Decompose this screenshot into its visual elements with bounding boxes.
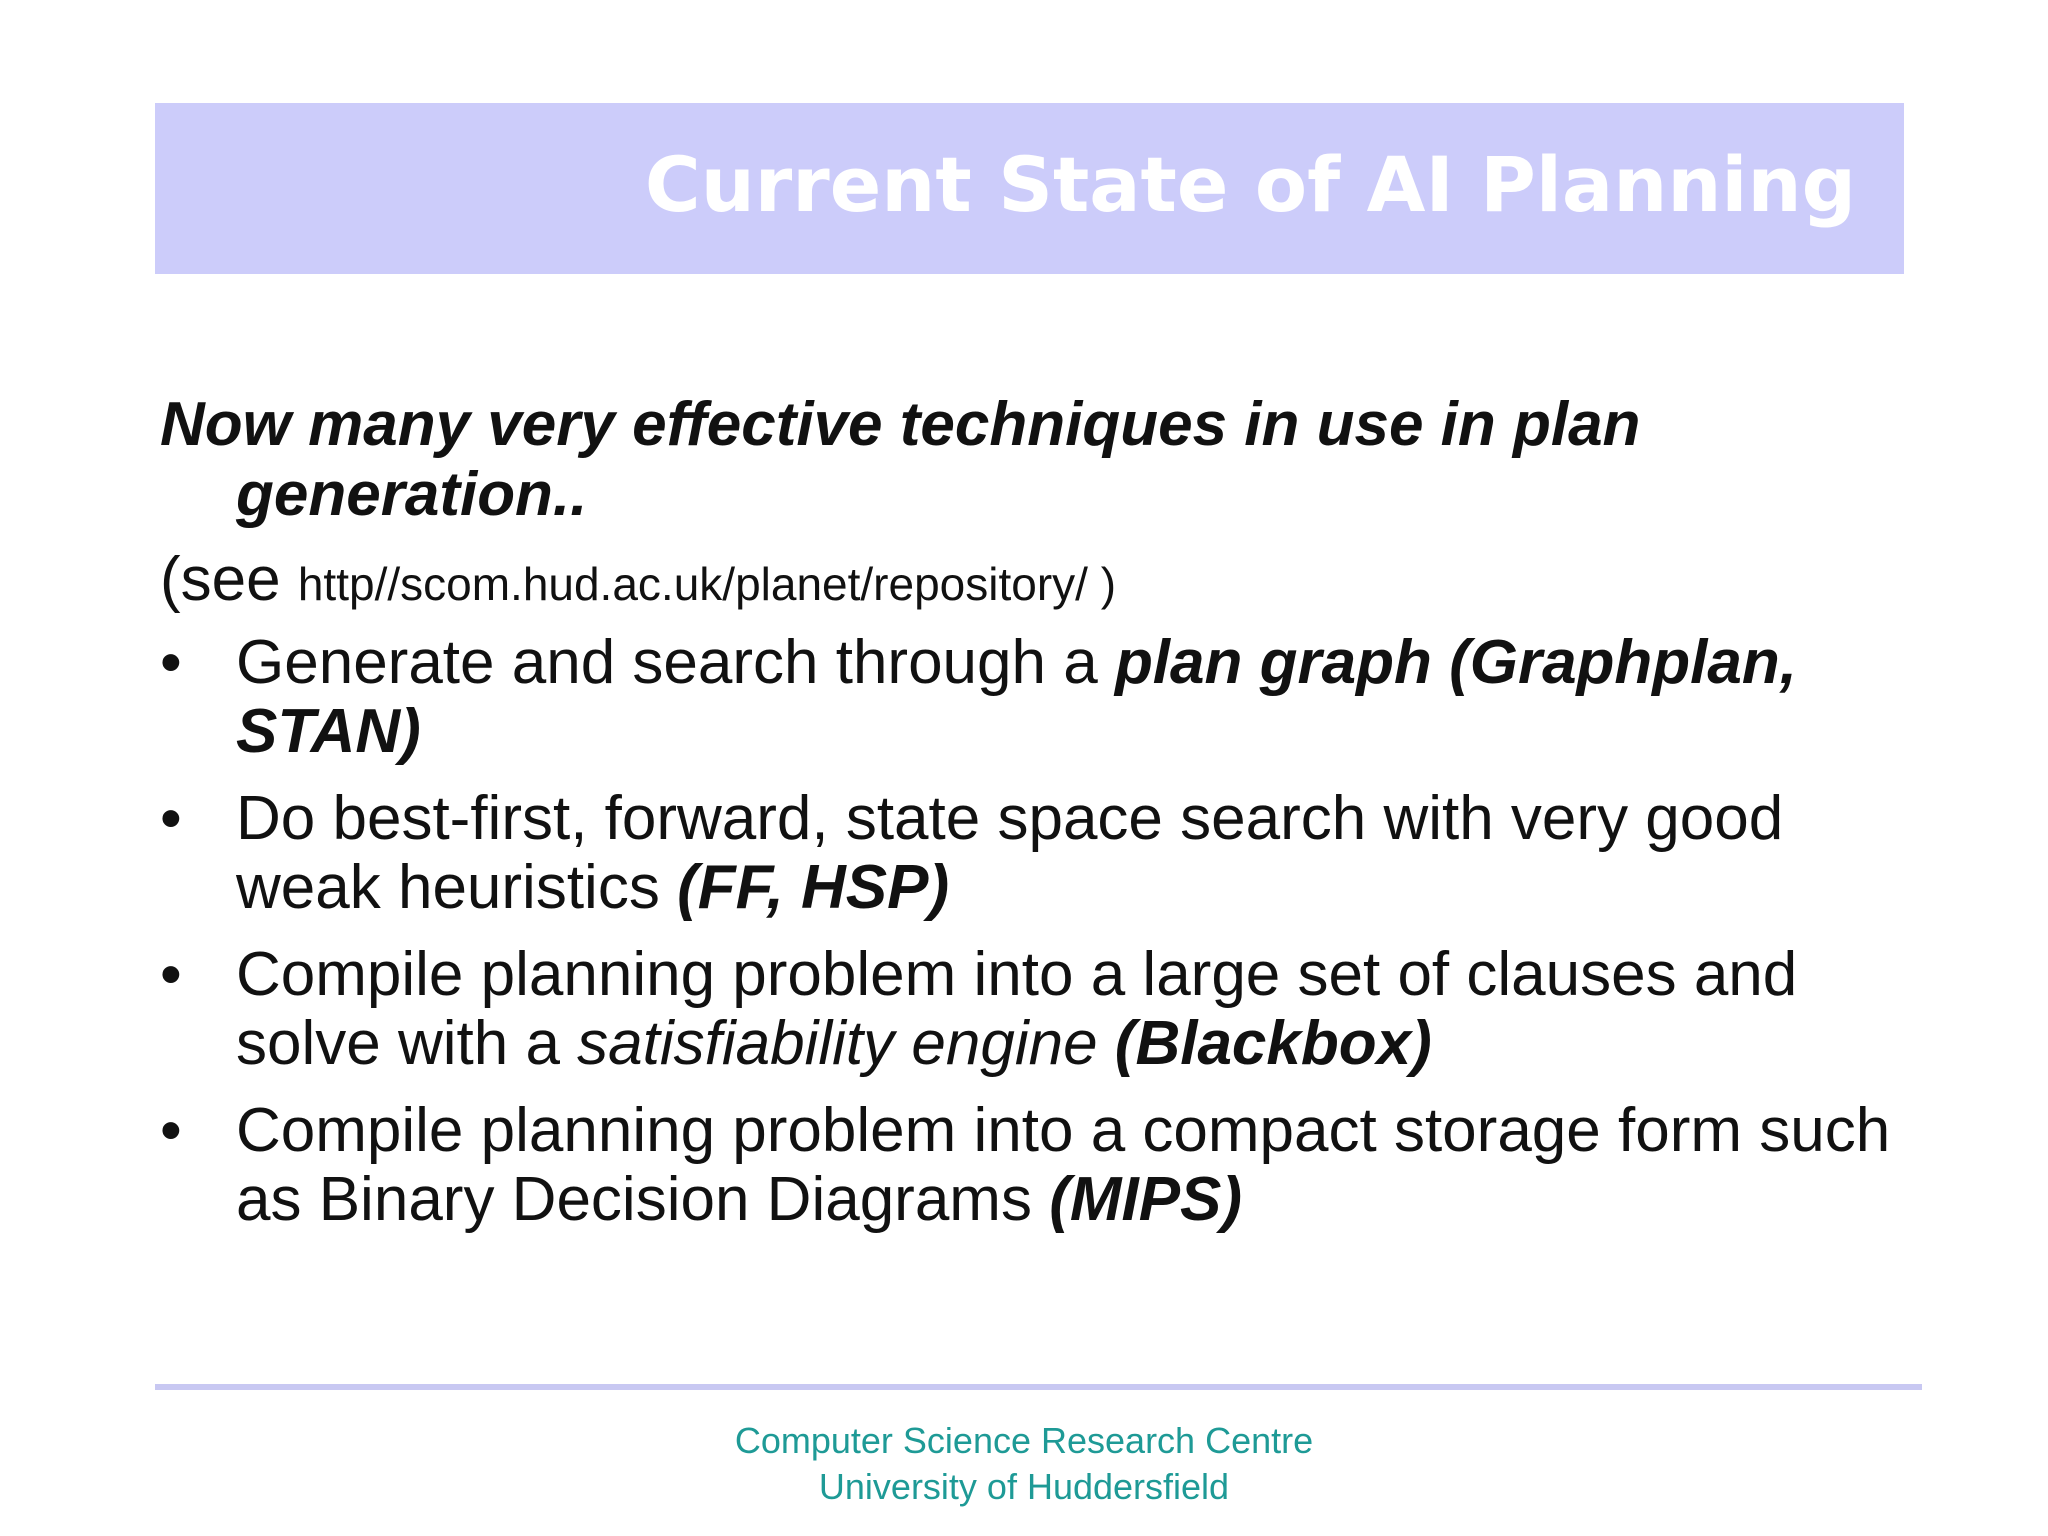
bullet-text: Compile planning problem into a large set of clauses and solve with a [236,940,1798,1078]
footer-divider [155,1384,1922,1390]
bullet-item [160,628,1920,766]
reference-url: http//scom.hud.ac.uk/planet/repository/ ) [297,558,1117,610]
bullet-item [160,940,1920,1078]
bullet-marker: • [160,784,182,853]
bullet-text: Generate and search through a [236,628,1115,697]
bullet-list [160,628,1920,1234]
bullet-text: Compile planning problem into a compact storage form such as Binary Decision Diagrams [236,1096,1891,1234]
bullet-text: Do best-first, forward, state space search with very good weak heuristics [236,784,1784,922]
intro-heading: Now many very effective techniques in use in plan generation.. [160,390,1641,529]
footer-organization: Computer Science Research Centre [734,1420,1314,1461]
bullet-spacer [1098,1009,1115,1078]
bullet-marker: • [160,1096,182,1165]
bullet-emphasis: (MIPS) [1049,1165,1243,1234]
bullet-emphasis: (Blackbox) [1114,1009,1432,1078]
title-banner [155,103,1904,274]
footer-university: University of Huddersfield [818,1466,1230,1507]
bullet-italic: satisfiability engine [577,1009,1098,1078]
slide-title: Current State of AI Planning [644,140,1856,229]
bullet-marker: • [160,940,182,1009]
bullet-emphasis: (FF, HSP) [677,853,950,922]
slide-body [160,390,1920,1252]
bullet-marker: • [160,628,182,697]
bullet-emphasis: plan graph (Graphplan, STAN) [236,628,1797,766]
reference-prefix: (see [160,545,298,614]
reference-line [160,542,1920,622]
footer [0,1418,2048,1510]
bullet-item [160,1096,1920,1234]
bullet-item [160,784,1920,922]
